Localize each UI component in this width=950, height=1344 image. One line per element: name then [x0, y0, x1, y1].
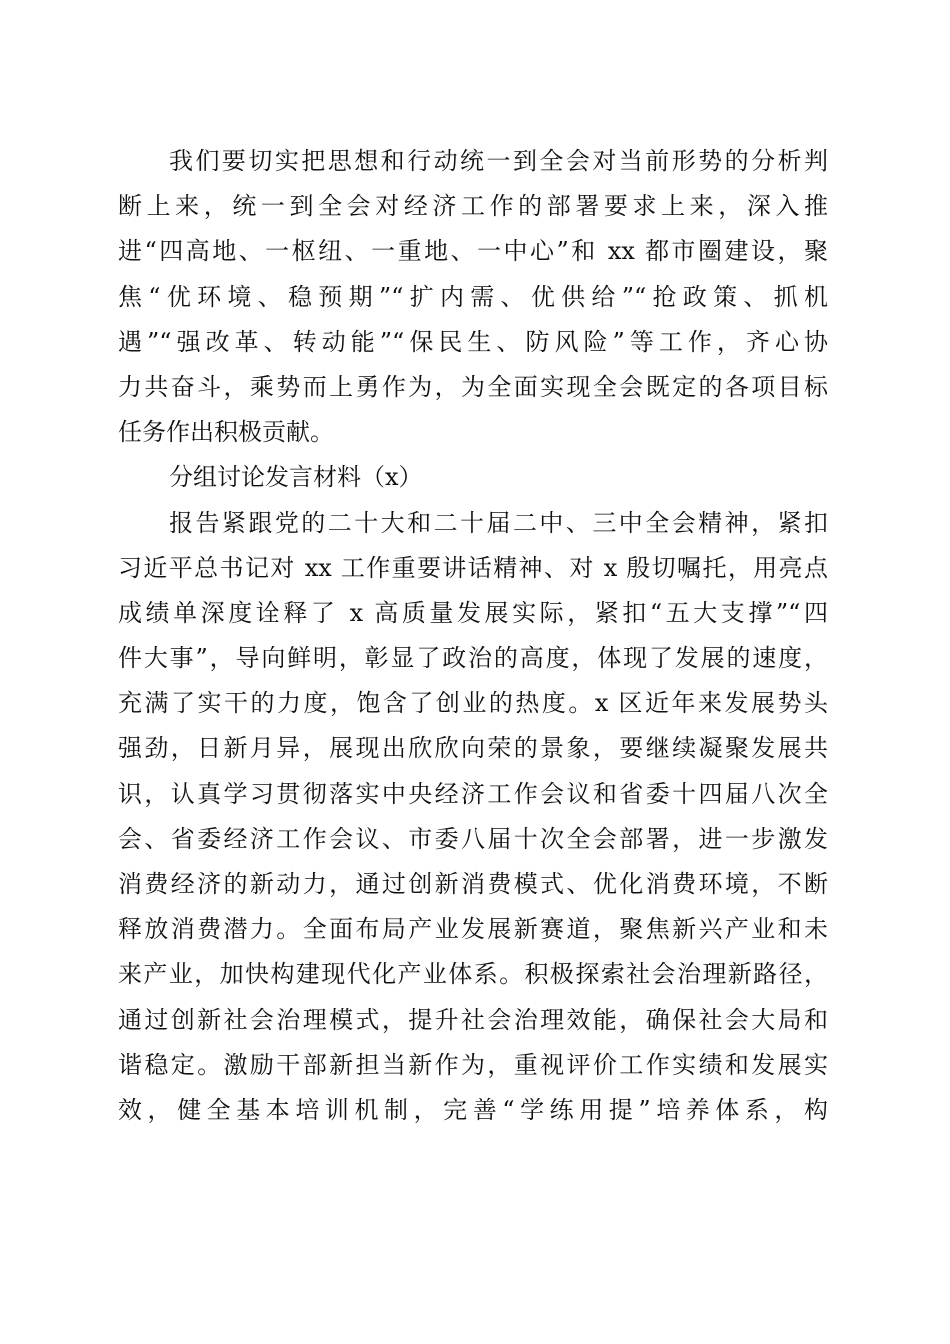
- paragraph-line: 焦“优环境、稳预期”“扩内需、优供给”“抢政策、抓机: [118, 282, 828, 311]
- paragraph-line: 来产业，加快构建现代化产业体系。积极探索社会治理新路径，: [118, 960, 828, 989]
- paragraph-line: 任务作出积极贡献。: [118, 418, 334, 447]
- section-heading: 分组讨论发言材料（x）: [169, 463, 423, 492]
- paragraph-line: 遇”“强改革、转动能”“保民生、防风险”等工作，齐心协: [118, 327, 828, 356]
- paragraph-line: 充满了实干的力度，饱含了创业的热度。x 区近年来发展势头: [118, 689, 828, 718]
- paragraph-line: 习近平总书记对 xx 工作重要讲话精神、对 x 殷切嘱托，用亮点: [118, 553, 828, 582]
- paragraph-2: [118, 501, 828, 1134]
- paragraph-line: 识，认真学习贯彻落实中央经济工作会议和省委十四届八次全: [118, 779, 828, 808]
- document-body: [118, 139, 828, 1133]
- paragraph-line: 效，健全基本培训机制，完善“学练用提”培养体系，构: [118, 1095, 828, 1124]
- paragraph-line: 成绩单深度诠释了 x 高质量发展实际，紧扣“五大支撑”“四: [118, 598, 828, 627]
- paragraph-line: 强劲，日新月异，展现出欣欣向荣的景象，要继续凝聚发展共: [118, 734, 828, 763]
- paragraph-line: 进“四高地、一枢纽、一重地、一中心”和 xx 都市圈建设，聚: [118, 237, 828, 266]
- paragraph-line: 释放消费潜力。全面布局产业发展新赛道，聚焦新兴产业和未: [118, 915, 828, 944]
- paragraph-line: 报告紧跟党的二十大和二十届二中、三中全会精神，紧扣: [169, 508, 828, 537]
- paragraph-line: 会、省委经济工作会议、市委八届十次全会部署，进一步激发: [118, 824, 828, 853]
- paragraph-line: 通过创新社会治理模式，提升社会治理效能，确保社会大局和: [118, 1005, 828, 1034]
- paragraph-line: 力共奋斗，乘势而上勇作为，为全面实现全会既定的各项目标: [118, 372, 828, 401]
- paragraph-line: 件大事”，导向鲜明，彰显了政治的高度，体现了发展的速度，: [118, 644, 828, 673]
- paragraph-1: [118, 139, 828, 455]
- paragraph-line: 我们要切实把思想和行动统一到全会对当前形势的分析判: [169, 147, 828, 175]
- paragraph-line: 谐稳定。激励干部新担当新作为，重视评价工作实绩和发展实: [118, 1050, 828, 1079]
- paragraph-line: 断上来，统一到全会对经济工作的部署要求上来，深入推: [118, 192, 828, 221]
- paragraph-line: 消费经济的新动力，通过创新消费模式、优化消费环境，不断: [118, 870, 828, 898]
